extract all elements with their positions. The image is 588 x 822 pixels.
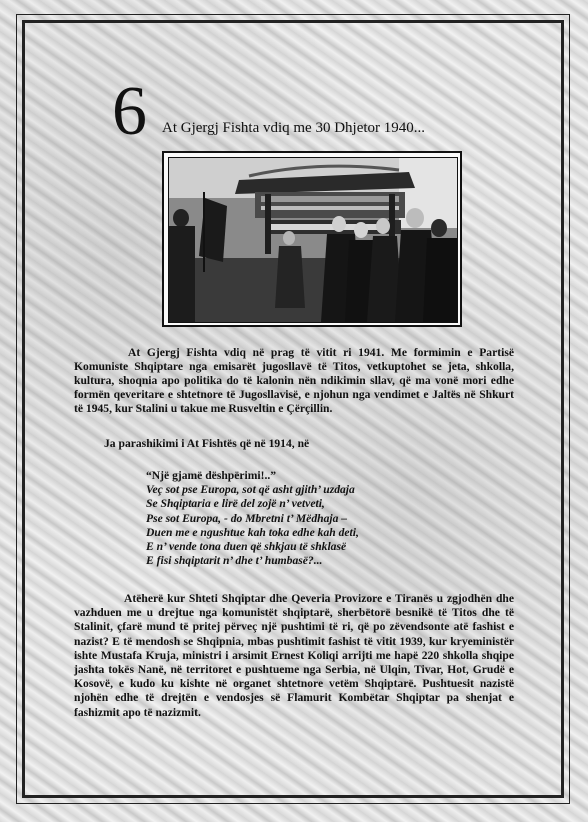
poem-line: “Një gjamë dëshpërimi!..” xyxy=(146,469,277,482)
poem-line: E n’ vende tona duen që shkjau të shklasë xyxy=(146,540,347,554)
funeral-photo xyxy=(168,157,458,323)
chapter-number: 6 xyxy=(112,73,147,150)
poem-quote xyxy=(146,469,359,568)
poem-line: Pse sot Europa, - do Mbretni t’ Mëdhaja – xyxy=(146,511,348,525)
poem-line: E fisi shqiptarit n’ dhe t’ humbasë?... xyxy=(146,554,323,568)
poem-line: Se Shqiptaria e lirë del zojë n’ vetveti, xyxy=(146,497,325,511)
photo-frame xyxy=(162,151,462,327)
paragraph-intro: At Gjergj Fishta vdiq në prag të vitit ri 1941. Me formimin e Partisë Komuniste Shqiptare nga emisarët jugosllavë të Titos, vetkuptohet se jeta, shkolla, kultura, shoqnia apo politika do të kalonin nën ndikimin sllav, që ma vonë mori edhe formën qeveritare e shtetnore të Jugosllavisë, e njohun nga vendimet e Jaltës në Shkurt të 1945, kur Stalini u takue me Rusveltin e Çërçillin. xyxy=(74,346,514,415)
paragraph-history: Atëherë kur Shteti Shqiptar dhe Qeveria Provizore e Tiranës u zgjodhën dhe vazhduen me u drejtue nga komunistët shqiptarë, sherbëtorë besnikë të Titos dhe të Stalinit, çfarë mund të pritej përveç një pushtimi të ri, që po zëvendsonte atë fashist e nazist? E të mendosh se Shqipnia, mbas pushtimit fashist të vitit 1939, kur kryeministër ishte Mustafa Kruja, ministri i arsimit Ernest Koliqi arrijti me hapë 220 shkolla shqipe jashta tokës Nanë, në territoret e pushtueme nga Serbia, në Ulqin, Tivar, Hot, Grudë e Kosovë, e kudo ku kishte në organet shtetnore vetëm Shqiptarë. Pushtuesit nazistë njohën edhe të drejtën e vendosjes së Flamurit Kombëtar Shqiptar pa shenjat e fashizmit apo të nazizmit. xyxy=(74,592,514,719)
chapter-title: At Gjergj Fishta vdiq me 30 Dhjetor 1940... xyxy=(162,120,426,136)
poem-line: Veç sot pse Europa, sot që asht gjith’ uzdaja xyxy=(146,483,355,497)
funeral-photo-image xyxy=(169,158,457,322)
paragraph-prediction: Ja parashikimi i At Fishtës që në 1914, në xyxy=(104,437,310,450)
poem-line: Duen me e ngushtue kah toka edhe kah deti, xyxy=(146,525,359,539)
